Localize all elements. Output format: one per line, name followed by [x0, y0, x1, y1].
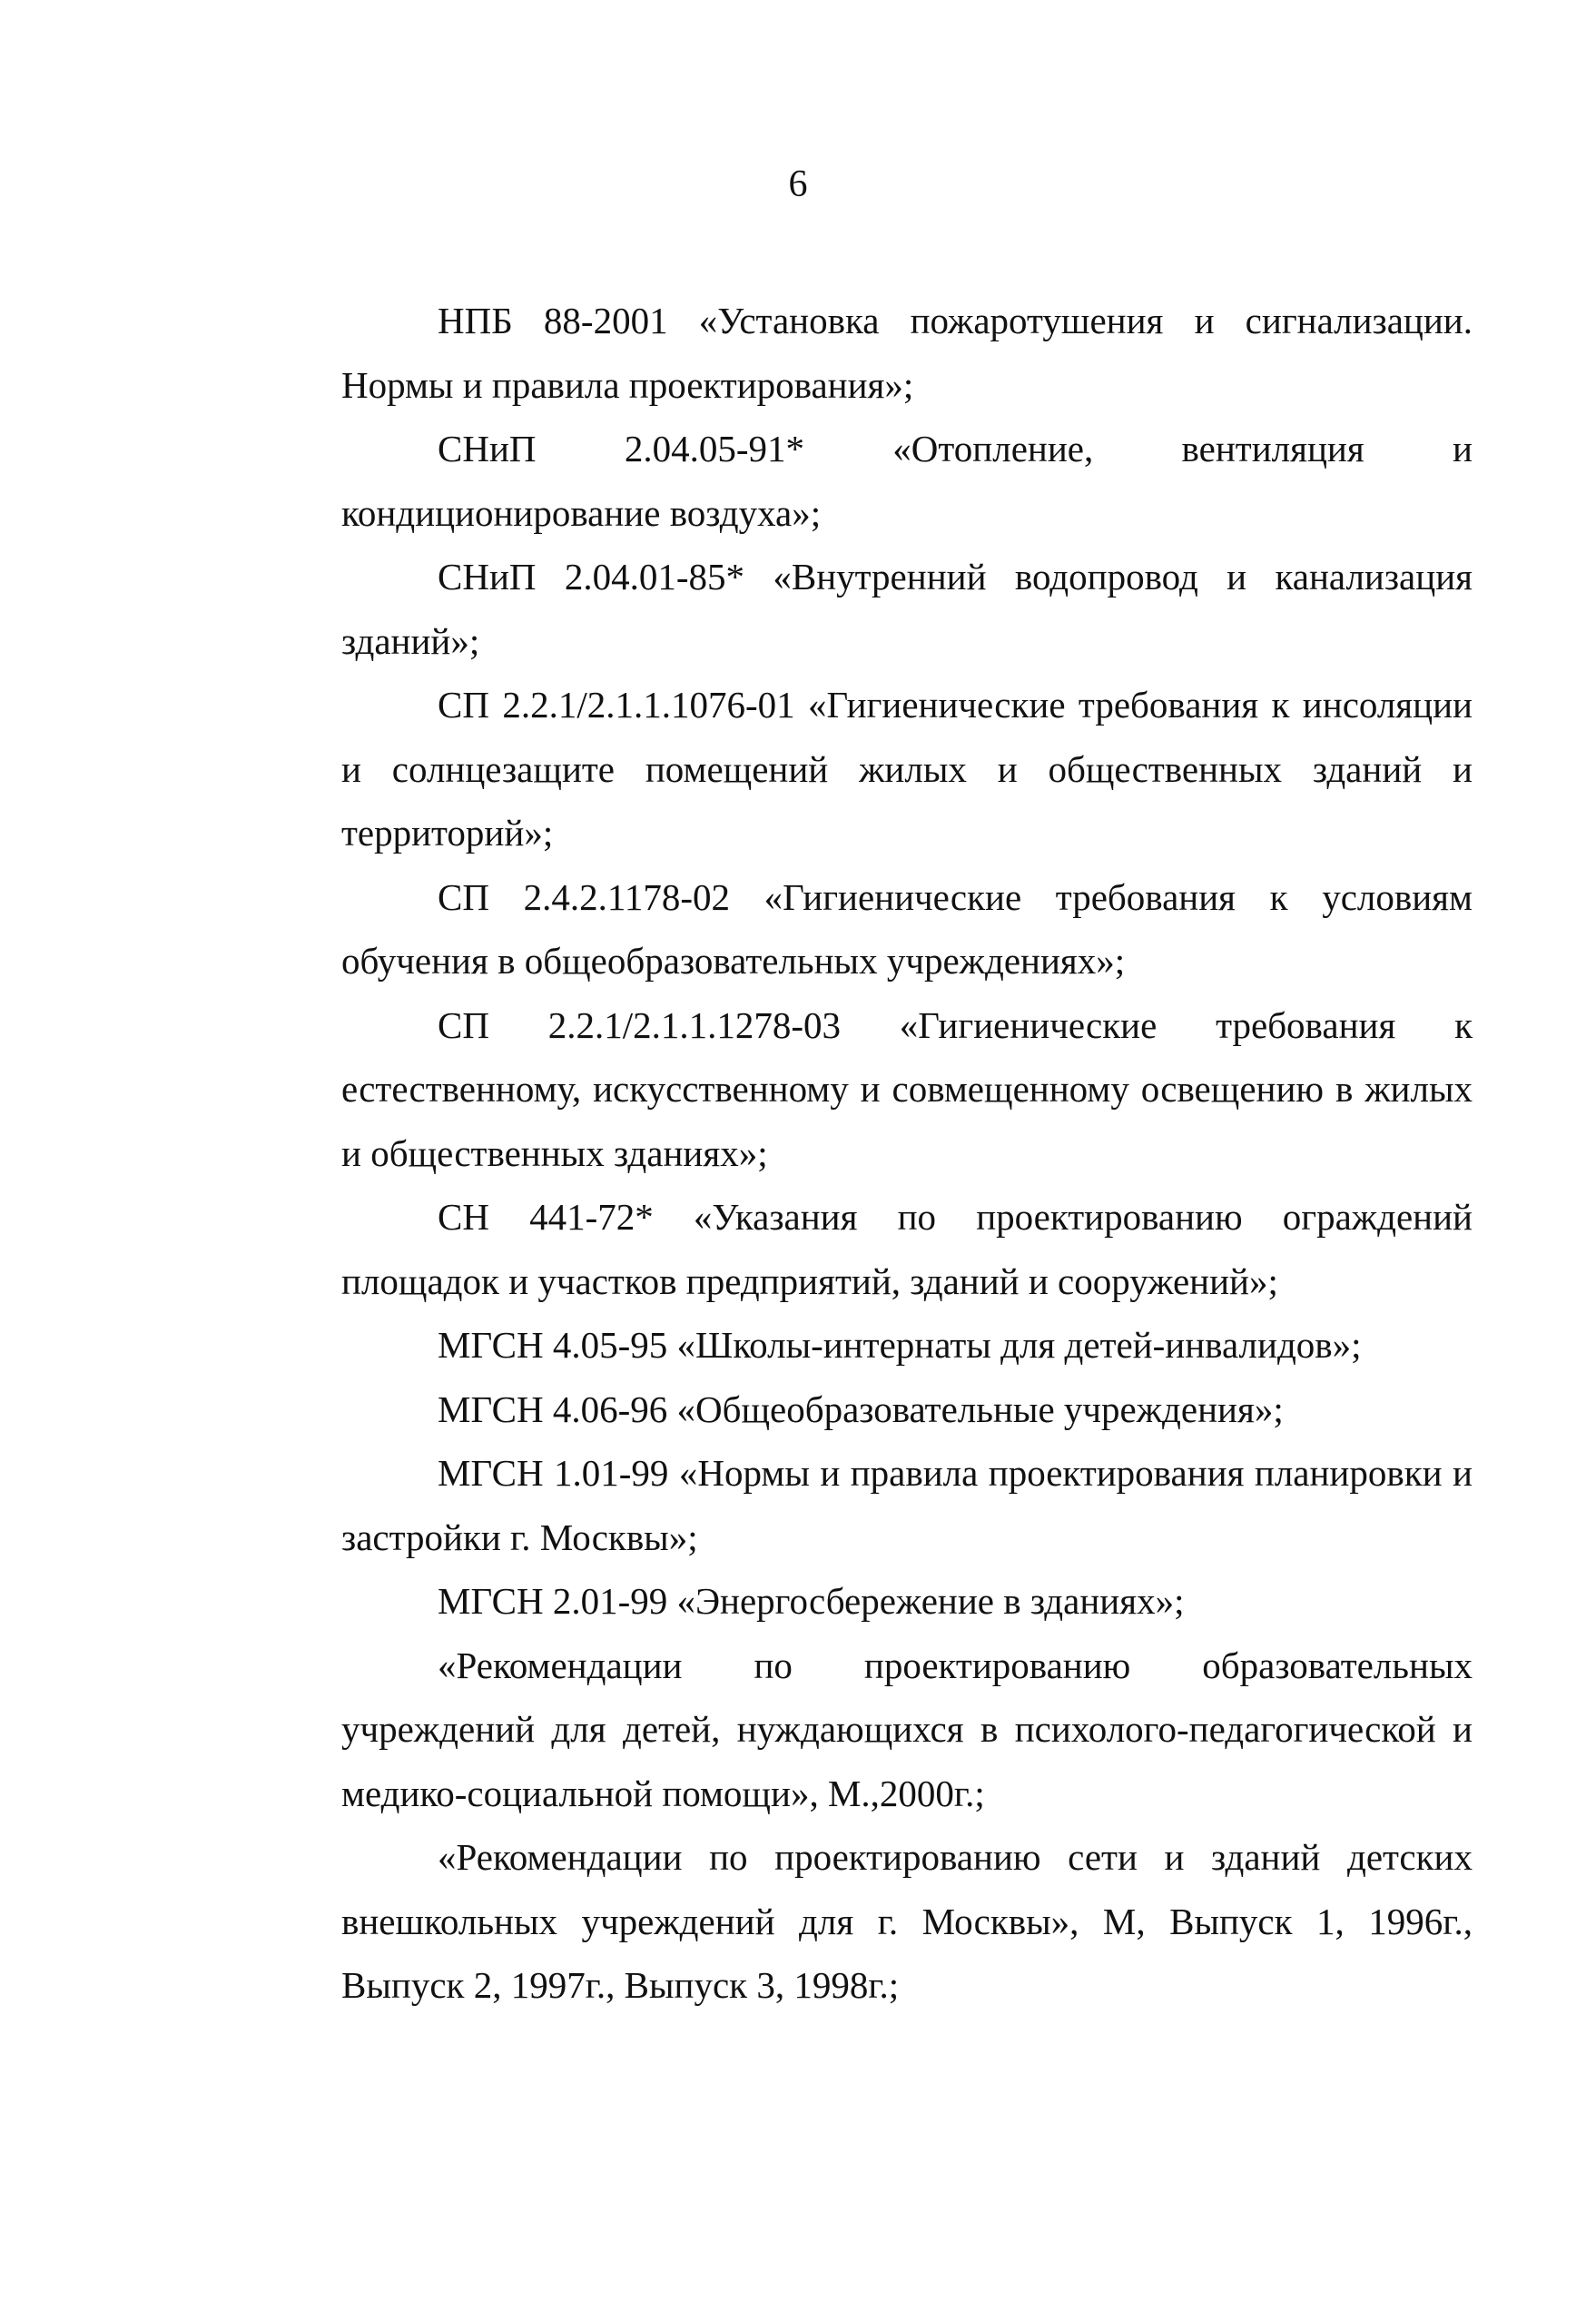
list-item: МГСН 1.01-99 «Нормы и правила проектирования планировки и застройки г. Москвы»;: [341, 1452, 1473, 1558]
list-item: «Рекомендации по проектированию образовательных учреждений для детей, нуждающихся в психолого-педагогической и медико-социальной помощи», М.,2000г.;: [341, 1644, 1473, 1814]
list-item: МГСН 2.01-99 «Энергосбережение в зданиях»;: [438, 1580, 1185, 1622]
list-item: СП 2.4.2.1178-02 «Гигиенические требования к условиям обучения в общеобразовательных учреждениях»;: [341, 875, 1473, 982]
list-item: СНиП 2.04.05-91* «Отопление, вентиляция и кондиционирование воздуха»;: [341, 428, 1473, 534]
list-item: МГСН 4.05-95 «Школы-интернаты для детей-инвалидов»;: [438, 1324, 1362, 1366]
list-item: СНиП 2.04.01-85* «Внутренний водопровод и канализация зданий»;: [341, 556, 1473, 662]
list-item: «Рекомендации по проектированию сети и зданий детских внешкольных учреждений для г. Москвы», М, Выпуск 1, 1996г., Выпуск 2, 1997г., Выпуск 3, 1998г.;: [341, 1836, 1473, 2006]
list-item: СП 2.2.1/2.1.1.1076-01 «Гигиенические требования к инсоляции и солнцезащите помещений жилых и общественных зданий и территорий»;: [341, 684, 1473, 854]
list-item: МГСН 4.06-96 «Общеобразовательные учреждения»;: [438, 1388, 1284, 1430]
page-number: 6: [788, 163, 808, 205]
list-item: СН 441-72* «Указания по проектированию ограждений площадок и участков предприятий, зданий и сооружений»;: [341, 1196, 1473, 1302]
list-item: НПБ 88-2001 «Установка пожаротушения и сигнализации. Нормы и правила проектирования»;: [341, 300, 1473, 406]
list-item: СП 2.2.1/2.1.1.1278-03 «Гигиенические требования к естественному, искусственному и совмещенному освещению в жилых и общественных зданиях»;: [341, 1003, 1473, 1174]
normative-references-list: [341, 289, 1473, 2018]
